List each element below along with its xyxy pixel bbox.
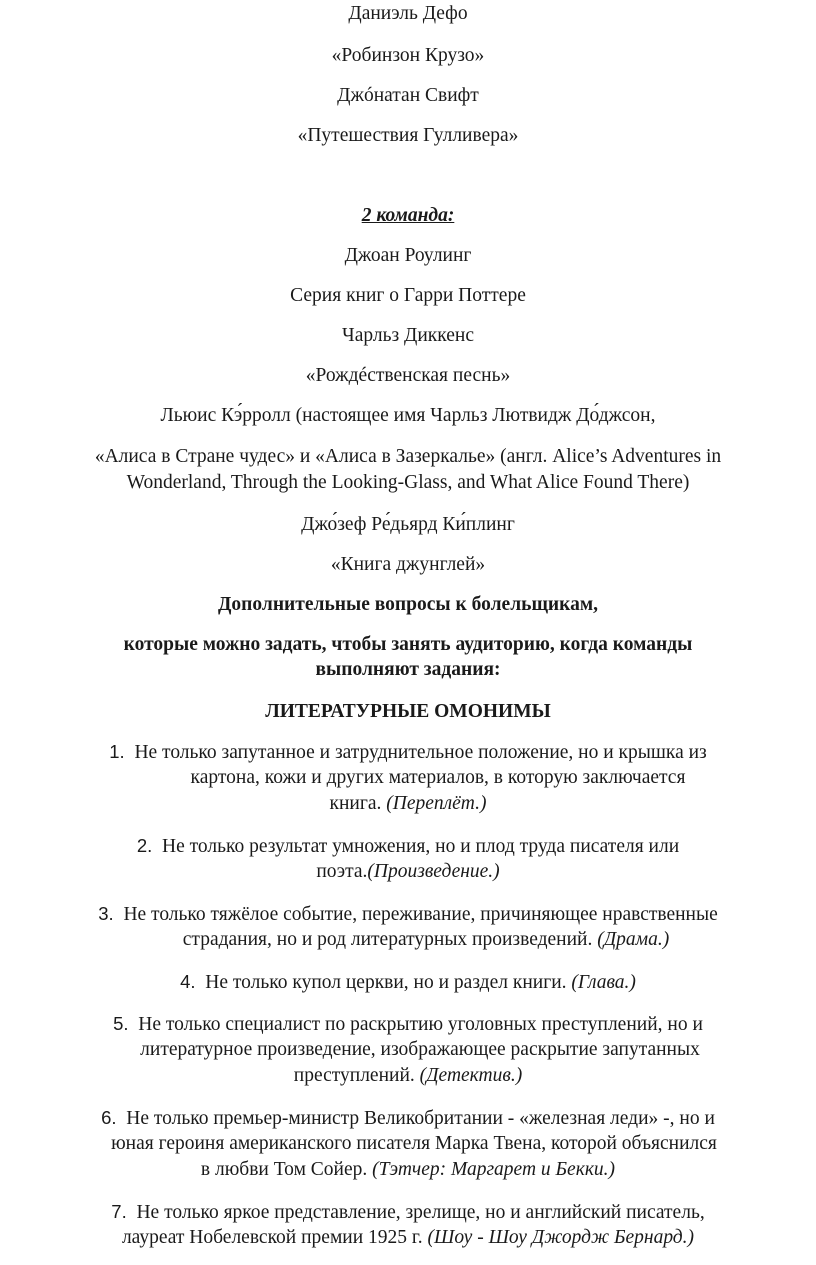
- question-4-line1: 4. Не только купол церкви, но и раздел книги. (Глава.): [180, 971, 636, 993]
- extra-heading1: Дополнительные вопросы к болельщикам,: [217, 594, 598, 615]
- author-defoe: Даниэль Дефо: [348, 3, 468, 24]
- question-2-line2: поэта.(Произведение.): [316, 861, 500, 882]
- extra-heading2-line1: которые можно задать, чтобы занять аудиторию, когда команды: [123, 634, 693, 655]
- question-1-line1: 1. Не только запутанное и затруднительное положение, но и крышка из: [109, 741, 707, 763]
- question-3-answer: (Драма.): [597, 929, 670, 950]
- author-dickens: Чарльз Диккенс: [342, 325, 474, 346]
- question-1-answer: (Переплёт.): [386, 793, 487, 814]
- book-harry-potter: Серия книг о Гарри Поттере: [290, 285, 526, 306]
- question-5-line3: преступлений. (Детектив.): [293, 1065, 523, 1086]
- book-gulliver: «Путешествия Гулливера»: [297, 125, 519, 146]
- author-swift: Джóнатан Свифт: [337, 85, 479, 106]
- book-jungle: «Книга джунглей»: [330, 554, 486, 575]
- book-alice-line1: «Алиса в Стране чудес» и «Алиса в Зазеркалье» (англ. Alice’s Adventures in: [94, 446, 722, 467]
- extra-heading2-line2: выполняют задания:: [315, 659, 501, 680]
- question-7-answer: (Шоу - Шоу Джордж Бернард.): [427, 1227, 695, 1248]
- question-6-line2: юная героиня американского писателя Марка Твена, которой объяснился: [111, 1133, 717, 1154]
- question-5-line2: литературное произведение, изображающее раскрытие запутанных: [140, 1039, 700, 1060]
- team2-heading: 2 команда:: [361, 205, 455, 226]
- question-7-line2: лауреат Нобелевской премии 1925 г. (Шоу - Шоу Джордж Бернард.): [121, 1227, 695, 1248]
- author-kipling: Джо́зеф Ре́дьярд Ки́плинг: [301, 514, 515, 535]
- question-5-answer: (Детектив.): [419, 1065, 523, 1086]
- question-3-number: 3.: [98, 903, 114, 924]
- question-6-answer: (Тэтчер: Маргарет и Бекки.): [372, 1159, 616, 1180]
- section-title: ЛИТЕРАТУРНЫЕ ОМОНИМЫ: [265, 701, 551, 722]
- question-7-line1: 7. Не только яркое представление, зрелище, но и английский писатель,: [111, 1201, 705, 1223]
- question-2-line1: 2. Не только результат умножения, но и плод труда писателя или: [136, 835, 680, 857]
- question-7-number: 7.: [111, 1201, 127, 1222]
- question-5-number: 5.: [113, 1013, 129, 1034]
- question-4-number: 4.: [180, 971, 196, 992]
- book-robinson: «Робинзон Крузо»: [331, 45, 485, 66]
- question-5-line1: 5. Не только специалист по раскрытию уголовных преступлений, но и: [113, 1013, 703, 1035]
- author-carroll: Льюис Кэ́рролл (настоящее имя Чарльз Лютвидж До́джсон,: [160, 405, 656, 426]
- question-6-number: 6.: [101, 1107, 117, 1128]
- book-alice-line2: Wonderland, Through the Looking-Glass, and What Alice Found There): [126, 472, 690, 493]
- question-6-line1: 6. Не только премьер-министр Великобритании - «железная леди» -, но и: [101, 1107, 715, 1129]
- question-6-line3: в любви Том Сойер. (Тэтчер: Маргарет и Бекки.): [200, 1159, 616, 1180]
- question-1-line2: картона, кожи и других материалов, в которую заключается: [190, 767, 686, 788]
- question-3-line2: страдания, но и род литературных произведений. (Драма.): [182, 929, 670, 950]
- question-1-line3: книга. (Переплёт.): [329, 793, 487, 814]
- book-christmas-carol: «Рождéственская песнь»: [305, 365, 511, 386]
- question-2-number: 2.: [136, 835, 153, 856]
- question-1-number: 1.: [109, 741, 125, 762]
- question-4-answer: (Глава.): [571, 972, 636, 993]
- author-rowling: Джоан Роулинг: [344, 245, 472, 266]
- question-3-line1: 3. Не только тяжёлое событие, переживание, причиняющее нравственные: [98, 903, 718, 925]
- question-2-answer: (Произведение.): [367, 861, 500, 882]
